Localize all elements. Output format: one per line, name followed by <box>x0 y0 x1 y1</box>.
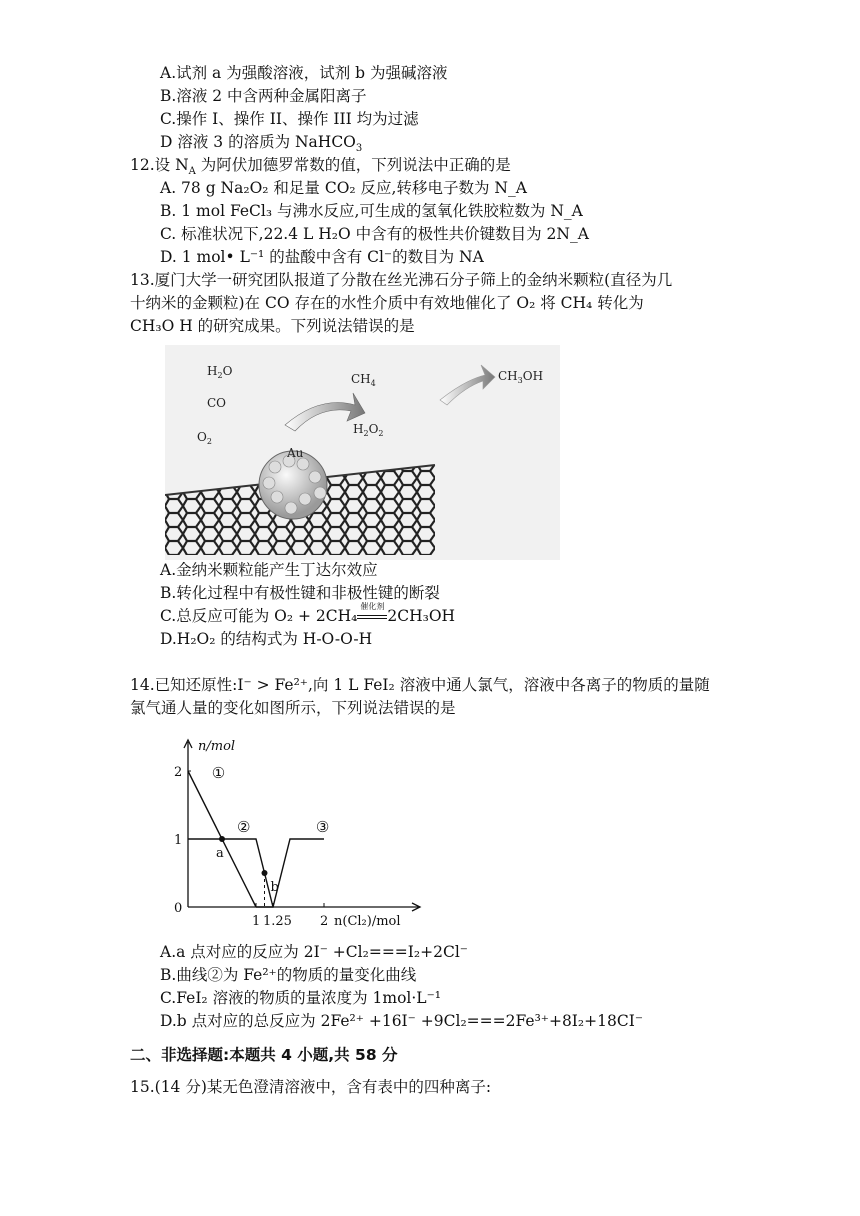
label-h2o: $H_2O$ <box>207 364 233 380</box>
label-o2: $O_2$ <box>197 430 212 446</box>
q12-option-d: D. 1 mol• L⁻¹ 的盐酸中含有 Cl⁻的数目为 NA <box>160 248 484 266</box>
q12-stem: 12.设 $N_A$ 为阿伏加德罗常数的值，下列说法中正确的是 <box>130 156 511 178</box>
q13-option-a: A.金纳米颗粒能产生丁达尔效应 <box>160 561 378 579</box>
point-a <box>219 836 225 842</box>
series-label-1: ① <box>211 763 226 782</box>
series-line-2 <box>188 839 273 907</box>
q13-option-d: D.H₂O₂ 的结构式为 H-O-O-H <box>160 630 373 648</box>
y-tick-label: 0 <box>174 901 183 916</box>
q13-stem-line2: 十纳米的金颗粒)在 CO 存在的水性介质中有效地催化了 O₂ 将 CH₄ 转化为 <box>130 294 644 312</box>
y-axis-label: n/mol <box>198 739 236 754</box>
ion-amount-chart <box>170 732 430 932</box>
gold-nanoparticle-figure <box>165 345 560 560</box>
q13-stem-line3: CH₃O H 的研究成果。下列说法错误的是 <box>130 317 415 335</box>
x-tick-label: 1.25 <box>263 914 292 929</box>
label-au: Au <box>287 446 304 460</box>
q11-option-b: B.溶液 2 中含两种金属阳离子 <box>160 87 367 105</box>
q14-option-a: A.a 点对应的反应为 2I⁻ +Cl₂===I₂+2Cl⁻ <box>160 943 468 961</box>
q11-option-a: A.试剂 a 为强酸溶液，试剂 b 为强碱溶液 <box>160 64 448 82</box>
q11-option-d: D 溶液 3 的溶质为 NaHCO$_3$ <box>160 133 363 155</box>
q14-option-b: B.曲线②为 Fe²⁺的物质的量变化曲线 <box>160 966 417 984</box>
point-label-b: b <box>270 880 279 895</box>
x-axis-label: n(Cl₂)/mol <box>334 914 401 929</box>
q12-option-b: B. 1 mol FeCl₃ 与沸水反应,可生成的氢氧化铁胶粒数为 N_A <box>160 202 583 220</box>
y-tick-label: 1 <box>174 833 183 848</box>
series-label-2: ② <box>236 818 251 837</box>
q14-option-c: C.FeI₂ 溶液的物质的量浓度为 1mol·L⁻¹ <box>160 989 441 1007</box>
section-heading: 二、非选择题:本题共 4 小题,共 58 分 <box>130 1046 398 1064</box>
q15-stem: 15.(14 分)某无色澄清溶液中，含有表中的四种离子: <box>130 1078 492 1096</box>
y-tick-label: 2 <box>174 765 183 780</box>
q14-stem-line1: 14.已知还原性:I⁻ > Fe²⁺,向 1 L FeI₂ 溶液中通人氯气，溶液中各离子的物质的量随 <box>130 676 710 694</box>
q12-option-c: C. 标准状况下,22.4 L H₂O 中含有的极性共价键数目为 2N_A <box>160 225 589 243</box>
label-co: CO <box>207 396 227 410</box>
x-tick-label: 1 <box>252 914 261 929</box>
q13-option-b: B.转化过程中有极性键和非极性键的断裂 <box>160 584 440 602</box>
label-ch3oh: $CH_3OH$ <box>498 369 544 385</box>
label-ch4: $CH_4$ <box>351 372 376 388</box>
label-h2o2: $H_2O_2$ <box>353 422 384 438</box>
series-label-3: ③ <box>315 818 330 837</box>
catalyst-equal-sign: 催化剂 <box>357 605 387 627</box>
q14-option-d: D.b 点对应的总反应为 2Fe²⁺ +16I⁻ +9Cl₂===2Fe³⁺+8I₂+18CI⁻ <box>160 1012 644 1030</box>
q13-stem-line1: 13.厦门大学一研究团队报道了分散在丝光沸石分子筛上的金纳米颗粒(直径为几 <box>130 271 673 289</box>
q12-option-a: A. 78 g Na₂O₂ 和足量 CO₂ 反应,转移电子数为 N_A <box>160 179 527 197</box>
q11-option-c: C.操作 I、操作 II、操作 III 均为过滤 <box>160 110 419 128</box>
q13-option-c: C.总反应可能为 O₂ + 2CH₄ 催化剂 2CH₃OH <box>160 602 456 625</box>
q14-stem-line2: 氯气通人量的变化如图所示，下列说法错误的是 <box>130 699 456 717</box>
point-label-a: a <box>216 846 224 861</box>
x-tick-label: 2 <box>320 914 329 929</box>
